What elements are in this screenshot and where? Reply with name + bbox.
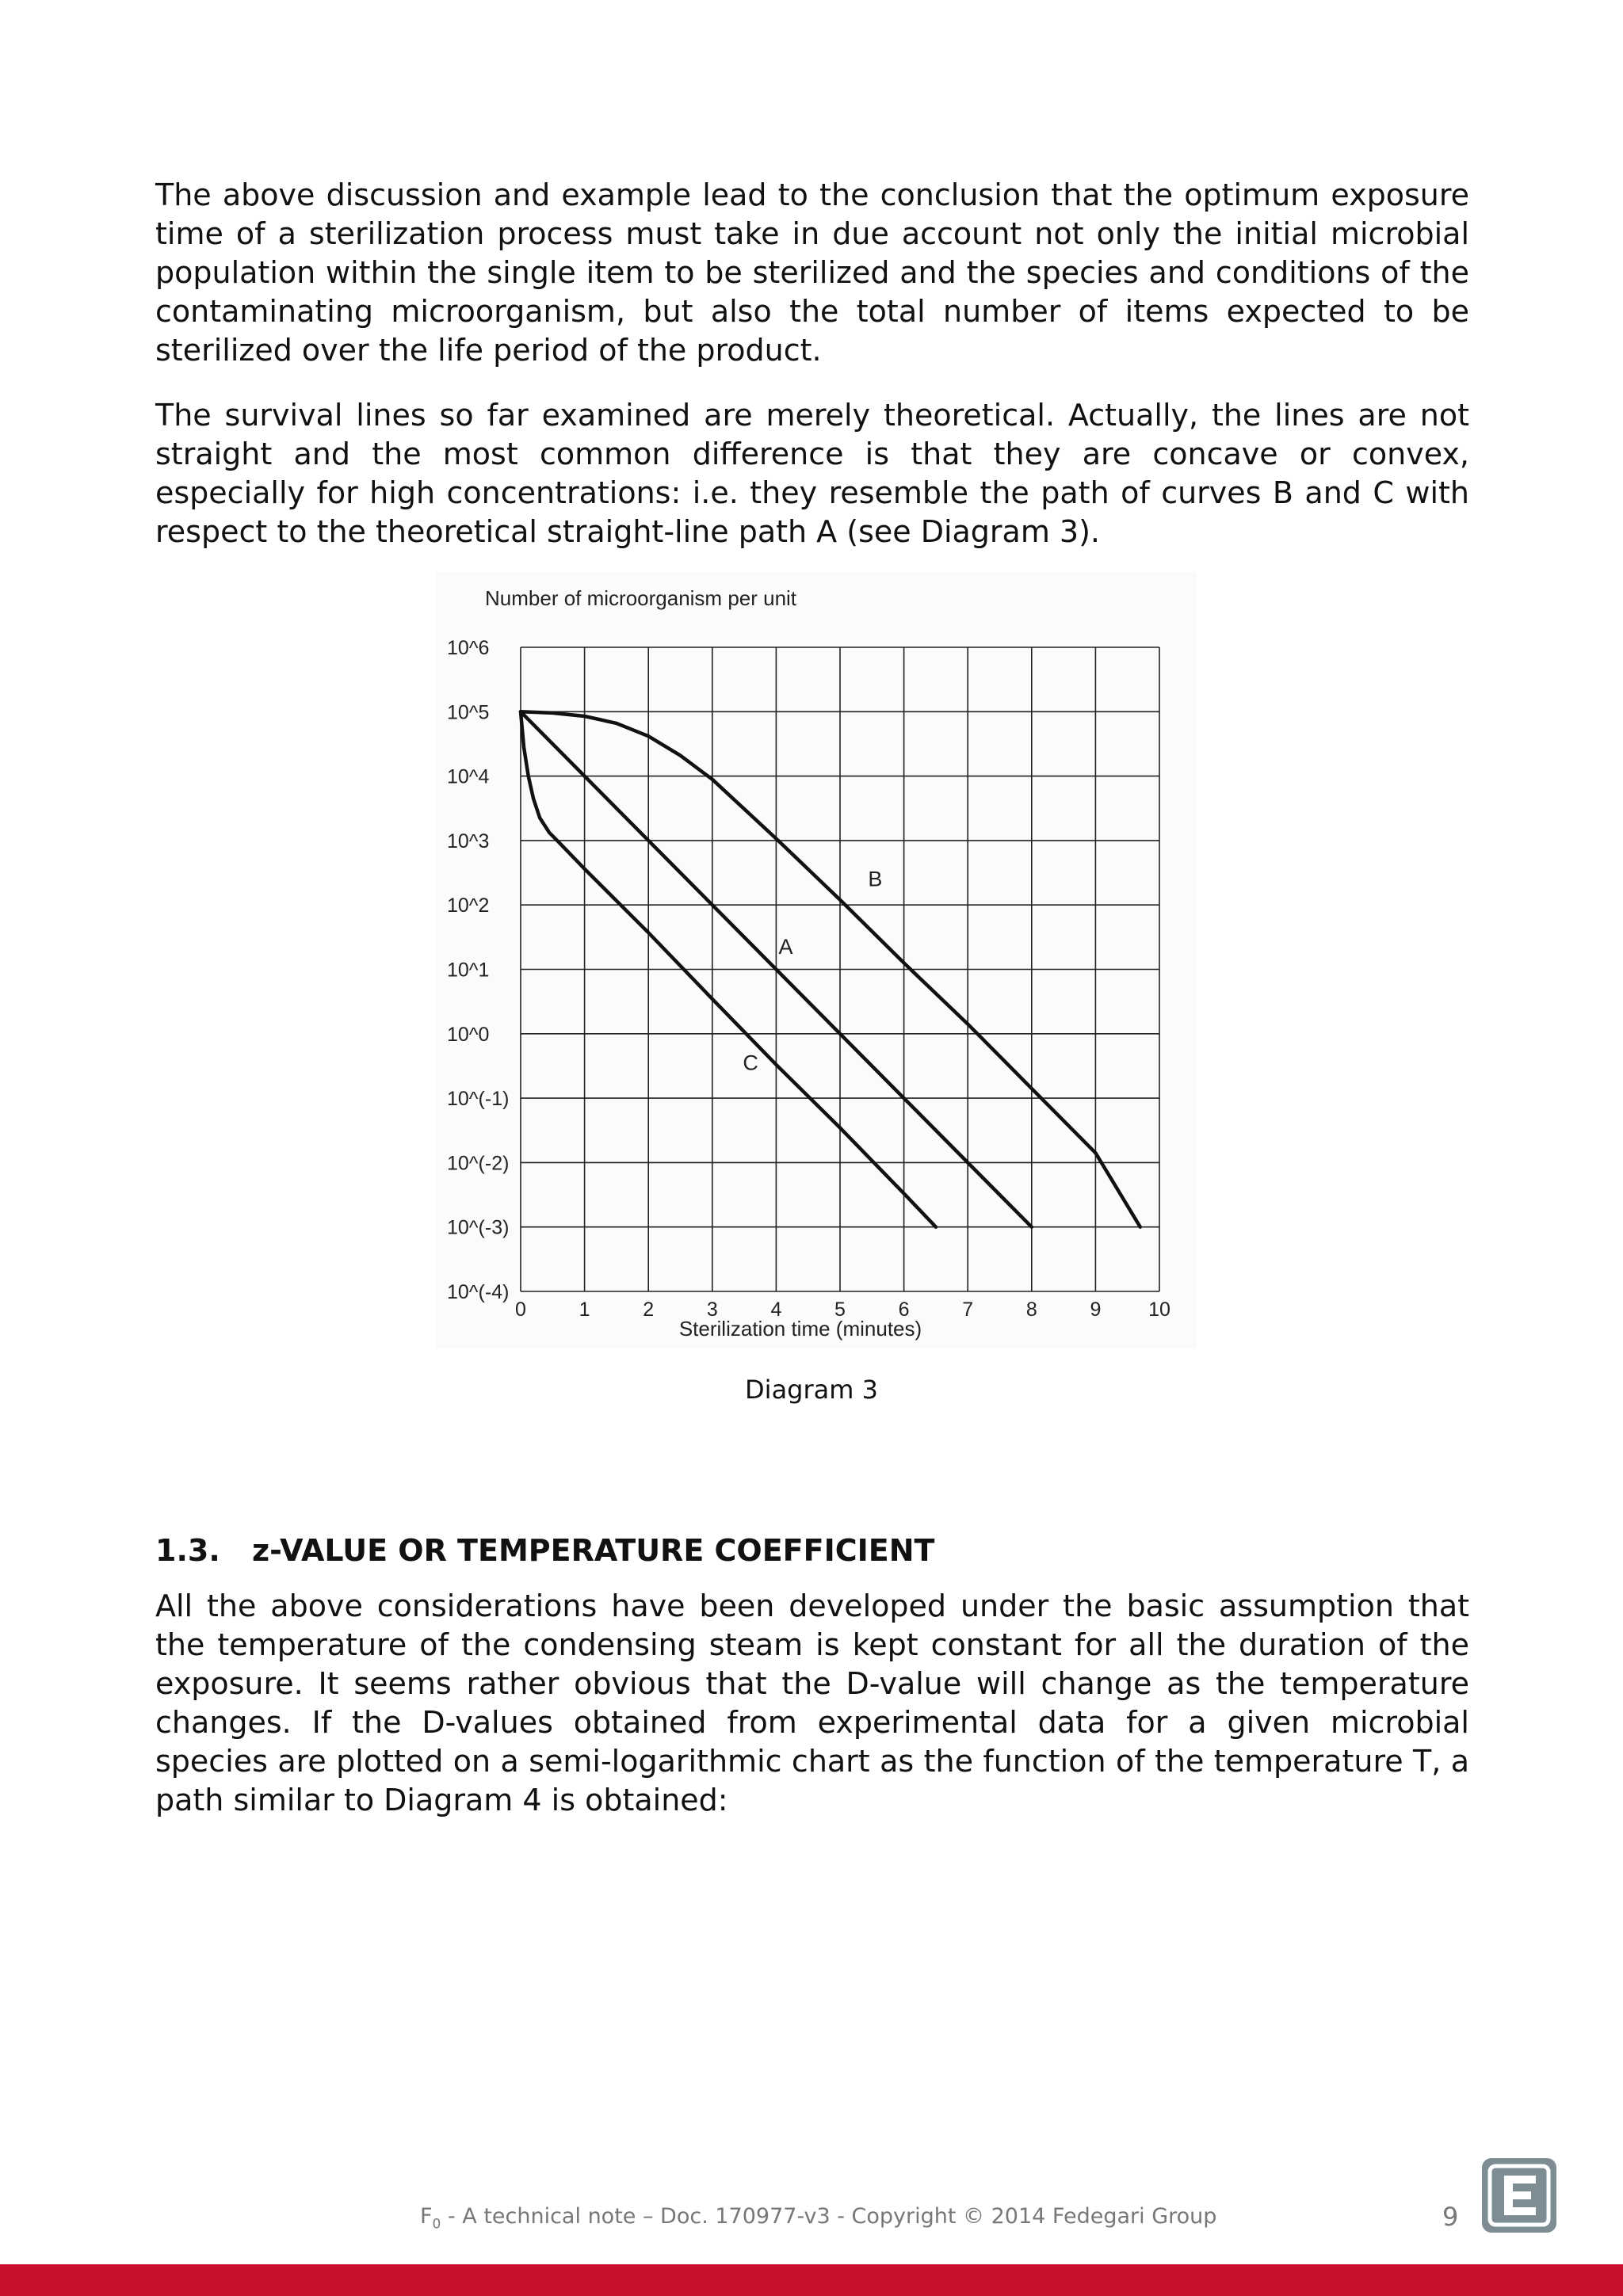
footer-f-subscript: 0 xyxy=(432,2216,441,2233)
y-tick-label: 10^3 xyxy=(447,830,490,852)
footer-doc-info: - A technical note – Doc. 170977-v3 - Copyright © 2014 Fedegari Group xyxy=(441,2204,1217,2229)
footer-text xyxy=(420,2203,1216,2238)
y-tick-label: 10^6 xyxy=(447,637,490,659)
y-tick-label: 10^(-1) xyxy=(447,1088,510,1111)
series-label-c: C xyxy=(743,1051,758,1075)
x-axis-label: Sterilization time (minutes) xyxy=(678,1317,922,1341)
section-title: z-VALUE OR TEMPERATURE COEFFICIENT xyxy=(252,1533,935,1568)
chart-background xyxy=(436,572,1197,1348)
y-tick-label: 10^0 xyxy=(447,1023,490,1046)
footer-f-symbol: F xyxy=(420,2204,433,2229)
page-number: 9 xyxy=(1442,2202,1459,2232)
y-tick-label: 10^(-3) xyxy=(447,1216,510,1239)
y-tick-label: 10^2 xyxy=(447,894,490,917)
y-tick-label: 10^4 xyxy=(447,765,490,788)
x-tick-label: 1 xyxy=(579,1299,590,1321)
paragraph-z-value: All the above considerations have been developed under the basic assumption that the temperature of the condensing steam is kept constant for all the duration of the exposure. It seems rather obvious that the D-value will change as the temperature changes. If the D-values obtained from experimental data for a given microbial species are plotted on a semi-logarithmic chart as the function of the temperature T, a path similar to Diagram 4 is obtained: xyxy=(155,1589,1469,1817)
y-tick-label: 10^(-2) xyxy=(447,1152,510,1175)
y-tick-label: 10^5 xyxy=(447,701,490,724)
x-tick-label: 0 xyxy=(515,1299,526,1321)
x-tick-label: 8 xyxy=(1025,1299,1037,1321)
y-tick-label: 10^(-4) xyxy=(447,1281,510,1303)
x-tick-label: 6 xyxy=(898,1299,910,1321)
x-tick-label: 3 xyxy=(706,1299,718,1321)
footer-accent-bar xyxy=(0,2264,1623,2296)
x-tick-label: 7 xyxy=(962,1299,974,1321)
fedegari-logo-icon xyxy=(1480,2157,1558,2234)
figure-caption: Diagram 3 xyxy=(745,1375,878,1405)
series-label-a: A xyxy=(778,935,793,959)
diagram-3-figure xyxy=(436,572,1197,1348)
x-tick-label: 2 xyxy=(643,1299,655,1321)
x-tick-label: 9 xyxy=(1090,1299,1102,1321)
y-axis-label: Number of microorganism per unit xyxy=(485,586,797,610)
section-number: 1.3. xyxy=(155,1533,220,1568)
x-tick-label: 10 xyxy=(1148,1299,1170,1321)
paragraph-optimum-exposure: The above discussion and example lead to the conclusion that the optimum exposure time of a sterilization process must take in due account not only the initial microbial population within the single item to be sterilized and the species and conditions of the contaminating microorganism, but also the total number of items expected to be sterilized over the life period of the product. xyxy=(155,177,1469,368)
x-tick-label: 5 xyxy=(834,1299,846,1321)
section-heading xyxy=(155,1531,934,1570)
series-label-b: B xyxy=(868,867,883,891)
y-tick-label: 10^1 xyxy=(447,959,490,982)
paragraph-survival-lines: The survival lines so far examined are merely theoretical. Actually, the lines are not straight and the most common difference is that they are concave or convex, especially for high concentrations: i.e. they resemble the path of curves B and C with respect to the theoretical straight-line path A (see Diagram 3). xyxy=(155,398,1469,549)
x-tick-label: 4 xyxy=(770,1299,782,1321)
survival-curves-chart xyxy=(436,572,1197,1348)
